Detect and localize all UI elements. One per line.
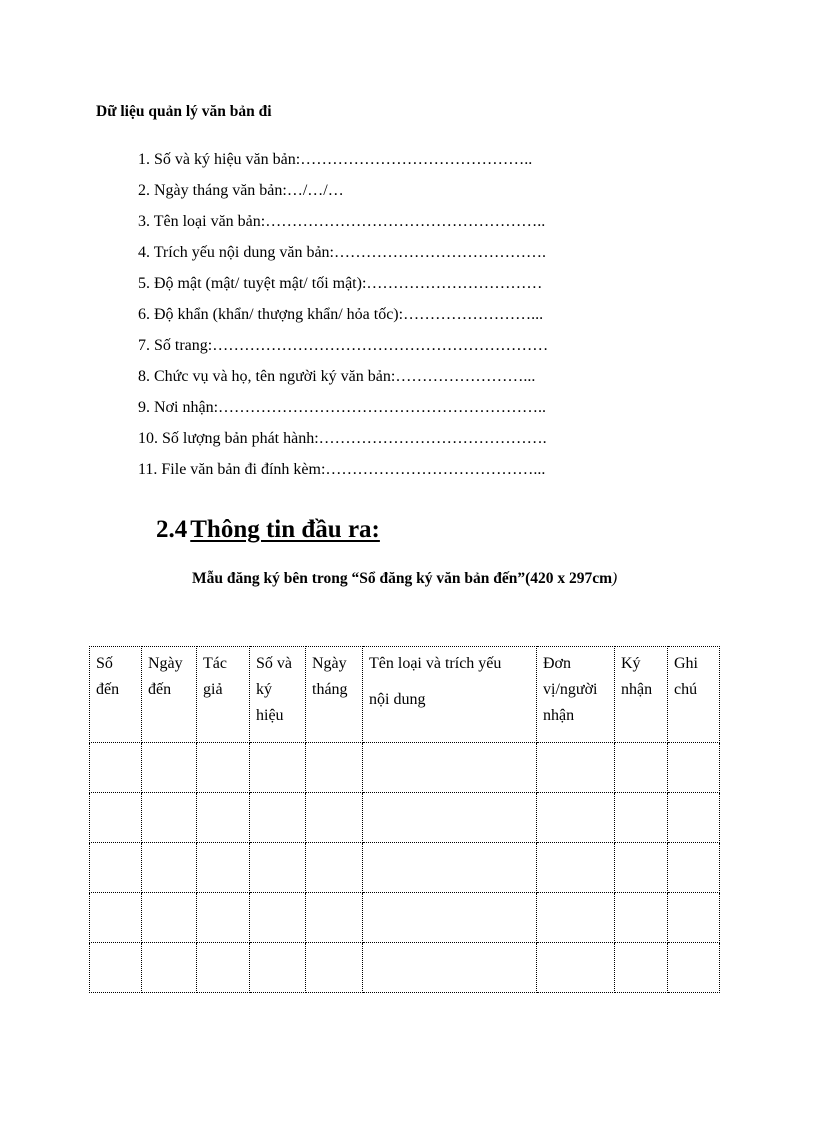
table-cell — [306, 893, 363, 943]
table-cell — [197, 893, 250, 943]
table-row — [90, 793, 720, 843]
table-cell — [363, 793, 537, 843]
field-item: 4. Trích yếu nội dung văn bản:…………………………………. — [138, 244, 546, 261]
field-item: 7. Số trang:……………………………………………………… — [138, 337, 549, 354]
table-row — [90, 743, 720, 793]
heading-number: 2.4 — [156, 516, 188, 543]
section-title: Dữ liệu quản lý văn bản đi — [96, 103, 272, 120]
table-cell — [363, 943, 537, 993]
table-cell — [90, 793, 142, 843]
table-cell — [250, 843, 306, 893]
field-item: 9. Nơi nhận:…………………………………………………….. — [138, 399, 547, 416]
table-cell — [537, 943, 615, 993]
table-cell — [668, 893, 720, 943]
field-item: 2. Ngày tháng văn bản:…/…/… — [138, 182, 344, 199]
table-cell — [142, 893, 197, 943]
table-cell — [363, 893, 537, 943]
table-cell — [306, 793, 363, 843]
header-ten-loai-sub: nội dung — [369, 691, 426, 708]
table-cell — [668, 943, 720, 993]
header-ky-nhan: Ký nhận — [615, 647, 668, 743]
field-item: 6. Độ khẩn (khẩn/ thượng khẩn/ hỏa tốc):……………………... — [138, 306, 544, 323]
table-cell — [90, 743, 142, 793]
table-cell — [250, 893, 306, 943]
register-table — [89, 646, 720, 993]
table-cell — [537, 793, 615, 843]
header-ten-loai-label: Tên loại và trích yếu — [369, 655, 502, 672]
table-cell — [197, 743, 250, 793]
table-cell — [615, 743, 668, 793]
caption-closing: ) — [612, 570, 618, 587]
table-cell — [306, 943, 363, 993]
table-cell — [306, 743, 363, 793]
table-cell — [197, 843, 250, 893]
table-cell — [537, 893, 615, 943]
table-cell — [615, 843, 668, 893]
header-tac-gia: Tác giả — [197, 647, 250, 743]
header-so-den: Số đến — [90, 647, 142, 743]
caption-text: Mẫu đăng ký bên trong “Sổ đăng ký văn bản đến”(420 x 297cm — [192, 570, 613, 587]
register-caption — [192, 570, 617, 588]
table-cell — [615, 893, 668, 943]
table-cell — [250, 743, 306, 793]
table-cell — [90, 893, 142, 943]
table-cell — [615, 943, 668, 993]
output-heading — [156, 516, 380, 544]
table-cell — [363, 843, 537, 893]
table-header-row — [90, 647, 720, 743]
table-row — [90, 893, 720, 943]
table-cell — [197, 793, 250, 843]
header-ngay-thang: Ngày tháng — [306, 647, 363, 743]
field-list — [138, 148, 548, 489]
table-cell — [668, 743, 720, 793]
table-cell — [197, 943, 250, 993]
header-ghi-chu: Ghi chú — [668, 647, 720, 743]
table-row — [90, 843, 720, 893]
table-cell — [250, 793, 306, 843]
table-cell — [142, 943, 197, 993]
table-cell — [90, 943, 142, 993]
table-cell — [363, 743, 537, 793]
table-cell — [668, 793, 720, 843]
table-cell — [250, 943, 306, 993]
heading-text: Thông tin đầu ra: — [190, 516, 380, 543]
table-row — [90, 943, 720, 993]
field-item: 8. Chức vụ và họ, tên người ký văn bản:……………………... — [138, 368, 536, 385]
field-item: 3. Tên loại văn bản:…………………………………………….. — [138, 213, 546, 230]
table-cell — [142, 843, 197, 893]
field-item: 11. File văn bản đi đính kèm:…………………………………... — [138, 461, 546, 478]
table-cell — [537, 743, 615, 793]
table-cell — [615, 793, 668, 843]
header-ten-loai — [363, 647, 537, 743]
header-don-vi: Đơn vị/người nhận — [537, 647, 615, 743]
header-so-ky-hieu: Số và ký hiệu — [250, 647, 306, 743]
field-item: 10. Số lượng bản phát hành:……………………………………. — [138, 430, 547, 447]
table-cell — [668, 843, 720, 893]
field-item: 1. Số và ký hiệu văn bản:…………………………………….. — [138, 151, 533, 168]
table-cell — [142, 793, 197, 843]
table-cell — [306, 843, 363, 893]
table-cell — [90, 843, 142, 893]
table-cell — [142, 743, 197, 793]
field-item: 5. Độ mật (mật/ tuyệt mật/ tối mật):…………………………… — [138, 275, 543, 292]
table-cell — [537, 843, 615, 893]
header-ngay-den: Ngày đến — [142, 647, 197, 743]
